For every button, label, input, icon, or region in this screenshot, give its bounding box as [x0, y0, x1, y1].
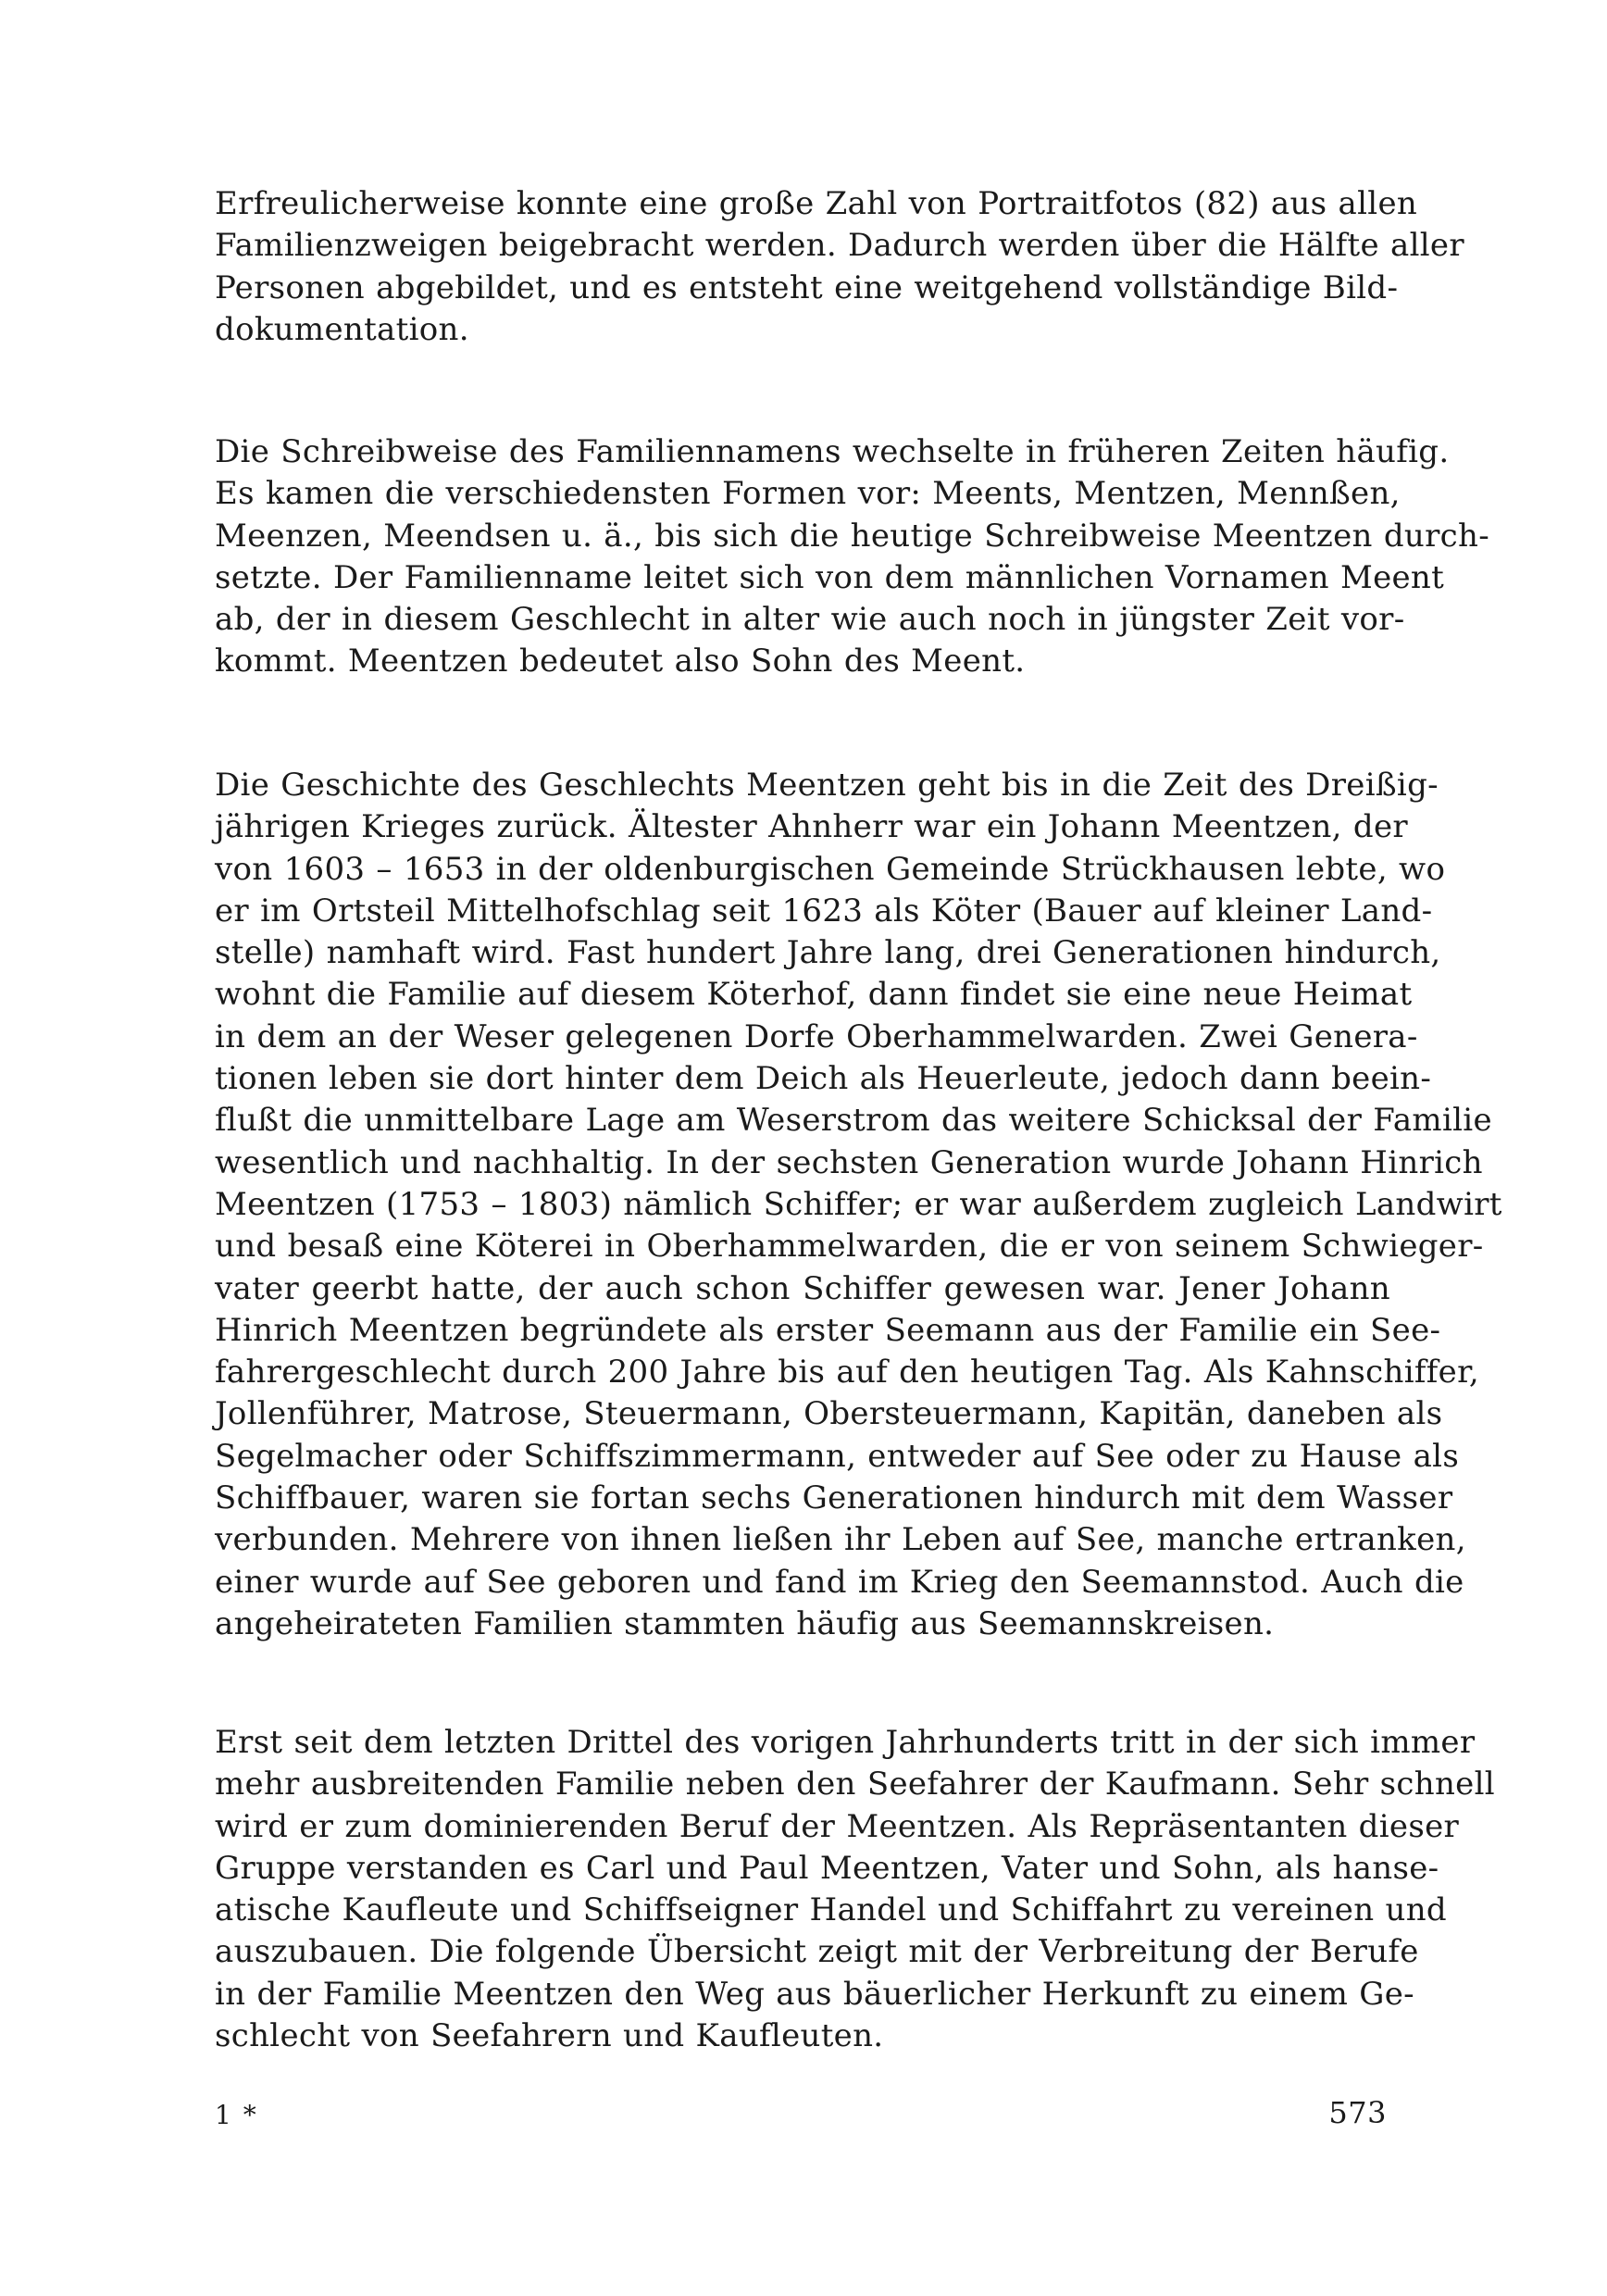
text-line: stelle) namhaft wird. Fast hundert Jahre lang, drei Generationen hindurch, — [215, 934, 1441, 972]
text-line: atische Kaufleute und Schiffseigner Handel und Schiffahrt zu vereinen und — [215, 1891, 1447, 1929]
text-line: Schiffbauer, waren sie fortan sechs Generationen hindurch mit dem Wasser — [215, 1479, 1453, 1517]
text-line: wohnt die Familie auf diesem Köterhof, dann findet sie eine neue Heimat — [215, 976, 1413, 1014]
text-line: Erst seit dem letzten Drittel des vorigen Jahrhunderts tritt in der sich immer — [215, 1724, 1476, 1761]
text-line: wesentlich und nachhaltig. In der sechsten Generation wurde Johann Hinrich — [215, 1143, 1483, 1181]
paragraph-merchants — [215, 1722, 1495, 2057]
text-line: kommt. Meentzen bedeutet also Sohn des Meent. — [215, 643, 1026, 680]
text-line: flußt die unmittelbare Lage am Weserstrom das weitere Schicksal der Familie — [215, 1102, 1492, 1140]
text-line: dokumentation. — [215, 310, 469, 348]
text-line: schlecht von Seefahrern und Kaufleuten. — [215, 2017, 884, 2055]
text-line: in der Familie Meentzen den Weg aus bäuerlicher Herkunft zu einem Ge- — [215, 1975, 1414, 2013]
text-line: Es kamen die verschiedensten Formen vor: Meents, Mentzen, Mennßen, — [215, 475, 1401, 513]
signature-mark: 1 * — [215, 2100, 258, 2130]
text-line: Die Geschichte des Geschlechts Meentzen geht bis in die Zeit des Dreißig- — [215, 767, 1439, 804]
text-line: Segelmacher oder Schiffszimmermann, entweder auf See oder zu Hause als — [215, 1437, 1460, 1475]
text-line: ab, der in diesem Geschlecht in alter wie auch noch in jüngster Zeit vor- — [215, 601, 1405, 639]
page-number: 573 — [1328, 2095, 1387, 2130]
text-line: Die Schreibweise des Familiennamens wechselte in früheren Zeiten häufig. — [215, 433, 1450, 470]
paragraph-name-spelling — [215, 431, 1489, 683]
text-line: mehr ausbreitenden Familie neben den Seefahrer der Kaufmann. Sehr schnell — [215, 1766, 1495, 1803]
text-line: und besaß eine Köterei in Oberhammelwarden, die er von seinem Schwieger- — [215, 1228, 1484, 1266]
text-line: in dem an der Weser gelegenen Dorfe Oberhammelwarden. Zwei Genera- — [215, 1017, 1418, 1055]
text-line: angeheirateten Familien stammten häufig aus Seemannskreisen. — [215, 1604, 1275, 1642]
text-line: setzte. Der Familienname leitet sich von dem männlichen Vornamen Meent — [215, 558, 1445, 596]
text-line: von 1603 – 1653 in der oldenburgischen Gemeinde Strückhausen lebte, wo — [215, 850, 1446, 888]
text-line: Gruppe verstanden es Carl und Paul Meentzen, Vater und Sohn, als hanse- — [215, 1849, 1439, 1887]
paragraph-portraits — [215, 183, 1464, 351]
text-line: Erfreulicherweise konnte eine große Zahl von Portraitfotos (82) aus allen — [215, 185, 1418, 222]
paragraph-family-history — [215, 765, 1502, 1645]
text-line: tionen leben sie dort hinter dem Deich als Heuerleute, jedoch dann beein- — [215, 1060, 1432, 1098]
text-line: fahrergeschlecht durch 200 Jahre bis auf den heutigen Tag. Als Kahnschiffer, — [215, 1354, 1480, 1391]
text-line: wird er zum dominierenden Beruf der Meentzen. Als Repräsentanten dieser — [215, 1807, 1460, 1845]
text-line: verbunden. Mehrere von ihnen ließen ihr Leben auf See, manche ertranken, — [215, 1521, 1466, 1559]
text-line: er im Ortsteil Mittelhofschlag seit 1623 als Köter (Bauer auf kleiner Land- — [215, 892, 1433, 930]
text-line: Personen abgebildet, und es entsteht eine weitgehend vollständige Bild- — [215, 268, 1399, 306]
text-line: Meentzen (1753 – 1803) nämlich Schiffer; er war außerdem zugleich Landwirt — [215, 1185, 1502, 1223]
text-line: Hinrich Meentzen begründete als erster Seemann aus der Familie ein See- — [215, 1311, 1441, 1349]
text-line: Jollenführer, Matrose, Steuermann, Obersteuermann, Kapitän, daneben als — [215, 1395, 1443, 1433]
text-line: einer wurde auf See geboren und fand im Krieg den Seemannstod. Auch die — [215, 1563, 1464, 1601]
text-line: Familienzweigen beigebracht werden. Dadurch werden über die Hälfte aller — [215, 227, 1464, 265]
text-line: vater geerbt hatte, der auch schon Schiffer gewesen war. Jener Johann — [215, 1269, 1390, 1307]
text-line: auszubauen. Die folgende Übersicht zeigt mit der Verbreitung der Berufe — [215, 1933, 1419, 1971]
text-line: jährigen Krieges zurück. Ältester Ahnherr war ein Johann Meentzen, der — [215, 808, 1408, 846]
text-line: Meenzen, Meendsen u. ä., bis sich die heutige Schreibweise Meentzen durch- — [215, 517, 1489, 555]
